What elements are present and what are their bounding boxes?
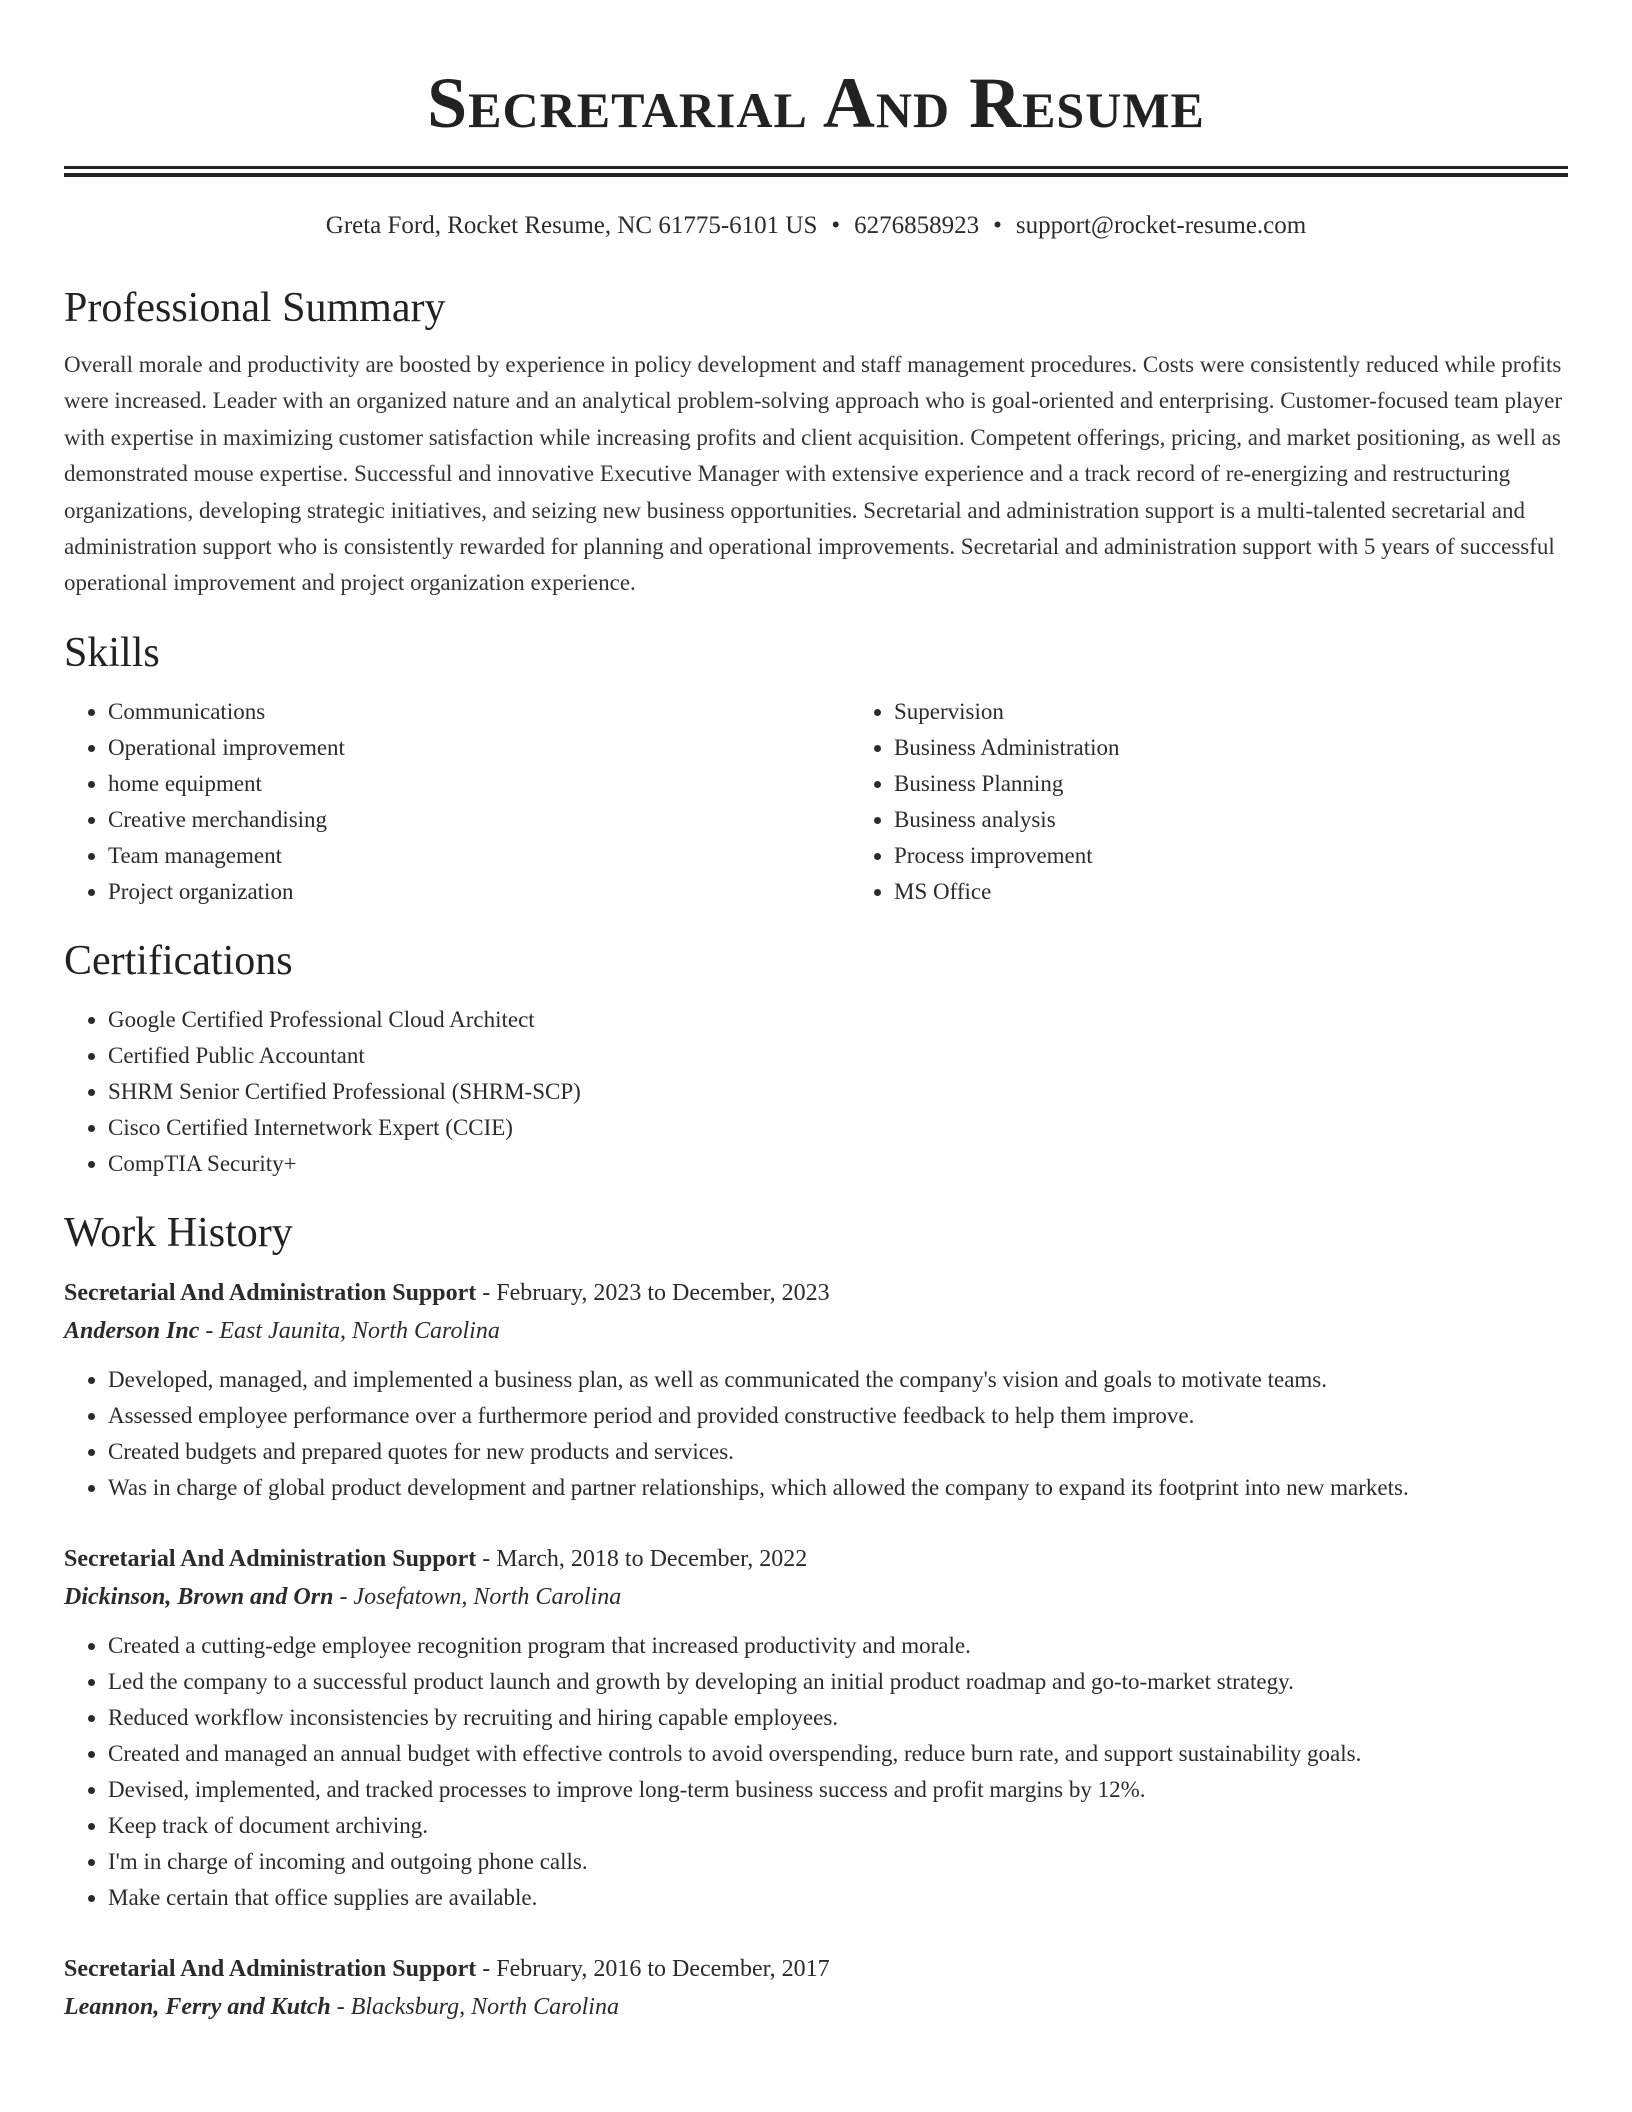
certifications-heading: Certifications	[64, 937, 293, 984]
skill-item: • Supervision	[894, 694, 1120, 730]
company-name: Anderson Inc	[64, 1317, 200, 1344]
contact-separator: •	[993, 212, 1002, 239]
contact-separator: •	[831, 212, 841, 239]
certification-item: • Google Certified Professional Cloud Architect	[108, 1002, 1568, 1038]
title-divider	[64, 166, 1568, 177]
job-bullets	[64, 1628, 1568, 1916]
certification-item: • SHRM Senior Certified Professional (SHRM-SCP)	[108, 1074, 1568, 1110]
skill-item: • Team management	[108, 838, 850, 874]
certification-item: • Cisco Certified Internetwork Expert (CCIE)	[108, 1110, 1568, 1146]
job-bullet: • Led the company to a successful product launch and growth by developing an initial product roadmap and go-to-market strategy.	[108, 1664, 1568, 1700]
job-bullet: • Devised, implemented, and tracked processes to improve long-term business success and profit margins by 12%.	[108, 1772, 1568, 1808]
job-title-line	[64, 1274, 1568, 1312]
contact-phone: 6276858923	[854, 212, 980, 239]
job-title: Secretarial And Administration Support	[64, 1279, 477, 1306]
job-dates: - February, 2016 to December, 2017	[476, 1955, 830, 1982]
certification-item: • CompTIA Security+	[108, 1146, 1568, 1182]
job-entry	[64, 1540, 1568, 1916]
skill-item: • MS Office	[894, 874, 1120, 910]
skill-item: • Business Planning	[894, 766, 1120, 802]
company-name: Dickinson, Brown and Orn	[64, 1583, 334, 1610]
summary-text: Overall morale and productivity are boosted by experience in policy development and staff management procedures. Costs were consistently reduced while profits were increased. Leader with an organized nature and an analytical problem-solving approach who is goal-oriented and enterprising. Customer-focused team player with expertise in maximizing customer satisfaction while increasing profits and client acquisition. Competent offerings, pricing, and market positioning, as well as demonstrated mouse expertise. Successful and innovative Executive Manager with extensive experience and a track record of re-energizing and restructuring organizations, developing strategic initiatives, and seizing new business opportunities. Secretarial and administration support is a multi-talented secretarial and administration support who is consistently rewarded for planning and operational improvements. Secretarial and administration support with 5 years of successful operational improvement and project organization experience.	[64, 352, 1563, 596]
company-location: - East Jaunita, North Carolina	[199, 1317, 500, 1344]
company-location: - Josefatown, North Carolina	[333, 1583, 622, 1610]
job-entry	[64, 1274, 1568, 1506]
skills-right-list	[850, 694, 1120, 910]
job-bullet: • I'm in charge of incoming and outgoing phone calls.	[108, 1844, 1568, 1880]
certifications-list	[64, 1002, 1568, 1182]
skill-item: • Creative merchandising	[108, 802, 850, 838]
job-title: Secretarial And Administration Support	[64, 1545, 477, 1572]
skill-item: • Business analysis	[894, 802, 1120, 838]
skill-item: • home equipment	[108, 766, 850, 802]
job-title-line	[64, 1540, 1568, 1578]
skills-heading: Skills	[64, 629, 160, 676]
company-line	[64, 1312, 1568, 1350]
job-bullet: • Was in charge of global product development and partner relationships, which allowed the company to expand its footprint into new markets.	[108, 1470, 1568, 1506]
job-bullet: • Keep track of document archiving.	[108, 1808, 1568, 1844]
skill-item: • Communications	[108, 694, 850, 730]
skills-grid	[64, 694, 1568, 910]
job-bullet: • Reduced workflow inconsistencies by recruiting and hiring capable employees.	[108, 1700, 1568, 1736]
skill-item: • Project organization	[108, 874, 850, 910]
certification-item: • Certified Public Accountant	[108, 1038, 1568, 1074]
contact-email: support@rocket-resume.com	[1015, 212, 1307, 239]
summary-heading: Professional Summary	[64, 285, 446, 331]
job-dates: - February, 2023 to December, 2023	[476, 1279, 830, 1306]
job-bullet: • Developed, managed, and implemented a business plan, as well as communicated the company's vision and goals to motivate teams.	[108, 1362, 1568, 1398]
resume-title: Secretarial And Resume	[427, 63, 1205, 143]
job-bullets	[64, 1362, 1568, 1506]
job-dates: - March, 2018 to December, 2022	[476, 1545, 808, 1572]
company-line	[64, 1988, 1568, 2026]
job-bullet: • Created budgets and prepared quotes for new products and services.	[108, 1434, 1568, 1470]
company-line	[64, 1578, 1568, 1616]
skill-item: • Process improvement	[894, 838, 1120, 874]
job-entry	[64, 1950, 1568, 2026]
job-bullet: • Make certain that office supplies are available.	[108, 1880, 1568, 1916]
work-history-heading: Work History	[64, 1209, 293, 1256]
job-bullet: • Assessed employee performance over a furthermore period and provided constructive feedback to help them improve.	[108, 1398, 1568, 1434]
company-name: Leannon, Ferry and Kutch	[64, 1993, 331, 2020]
contact-line	[64, 211, 1568, 241]
job-bullet: • Created and managed an annual budget with effective controls to avoid overspending, reduce burn rate, and support sustainability goals.	[108, 1736, 1568, 1772]
contact-address: Greta Ford, Rocket Resume, NC 61775-6101 US	[325, 212, 818, 239]
job-title-line	[64, 1950, 1568, 1988]
skill-item: • Business Administration	[894, 730, 1120, 766]
skills-left-list	[64, 694, 850, 910]
skill-item: • Operational improvement	[108, 730, 850, 766]
company-location: - Blacksburg, North Carolina	[330, 1993, 619, 2020]
job-title: Secretarial And Administration Support	[64, 1955, 477, 1982]
job-bullet: • Created a cutting-edge employee recognition program that increased productivity and morale.	[108, 1628, 1568, 1664]
